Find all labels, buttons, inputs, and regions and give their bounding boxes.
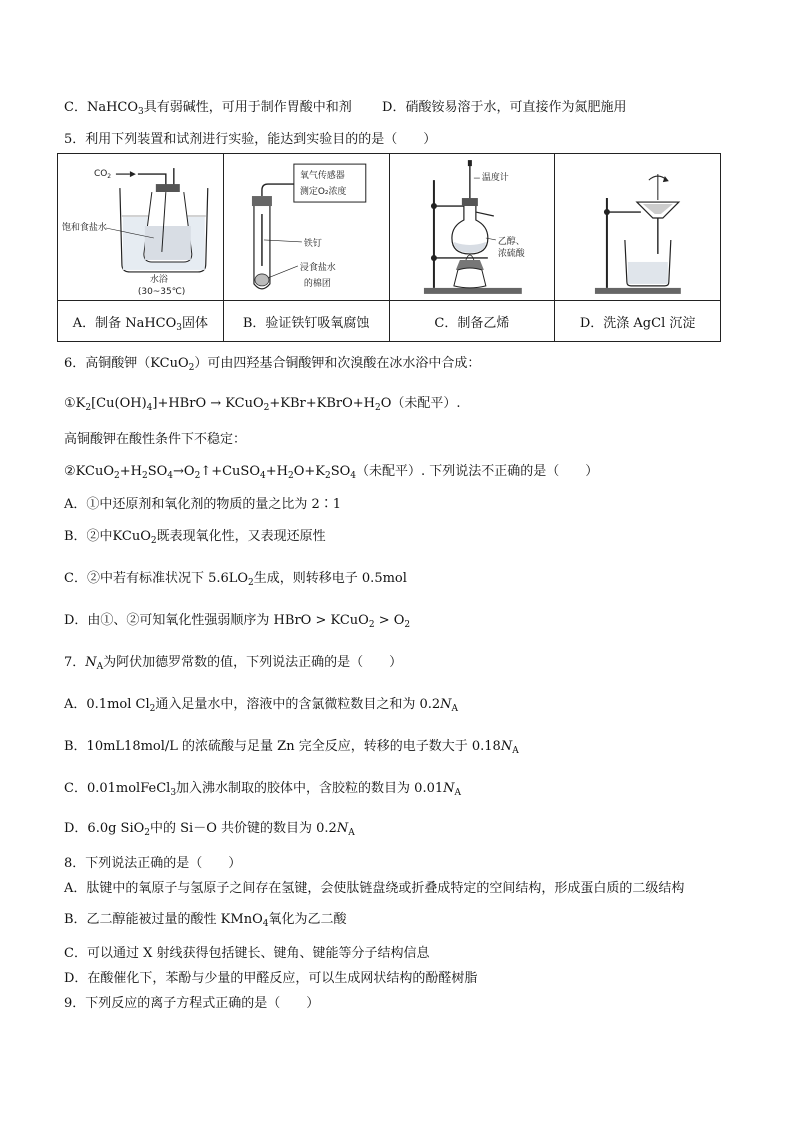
caption-b: B．验证铁钉吸氧腐蚀: [223, 301, 389, 342]
q9-stem: 9．下列反应的离子方程式正确的是（ ）: [64, 996, 320, 1011]
q6-stem: 6．高铜酸钾（KCuO$_2$）可由四羟基合铜酸钾和次溴酸在冰水浴中合成：: [64, 356, 481, 373]
q7-option-d: D．6.0g SiO$_2$中的 Si－O 共价键的数目为 $0.2N_A$: [64, 821, 355, 838]
q5-stem: 5．利用下列装置和试剂进行实验，能达到实验目的的是（ ）: [64, 132, 437, 147]
fig-b-sensor-label-1: 氧气传感器: [299, 171, 345, 182]
figure-a-cell: [58, 154, 224, 301]
fig-b-sensor-label-2: 测定O₂浓度: [299, 187, 347, 198]
fig-a-bath-label: 水浴: [149, 274, 168, 285]
q8-option-a: A．肽键中的氧原子与氢原子之间存在氢键，会使肽链盘绕或折叠成特定的空间结构，形成蛋白质的二级结构: [64, 881, 685, 896]
q4-options-cd: [64, 99, 626, 117]
figure-d-cell: [555, 154, 721, 301]
q8-option-b: B．乙二醇能被过量的酸性 KMnO$_4$氧化为乙二酸: [64, 912, 347, 929]
fig-b-cotton-label-2: 的棉团: [303, 278, 331, 289]
figure-d-funnel-diagram: [555, 154, 720, 300]
fig-a-temp-label: (30~35℃): [137, 286, 186, 297]
fig-b-cotton-label-1: 浸食盐水: [299, 262, 336, 273]
q6-option-b: B．②中KCuO$_2$既表现氧化性，又表现还原性: [64, 529, 326, 546]
fig-b-nail-label: 铁钉: [303, 238, 322, 249]
figure-a-beaker-diagram: [58, 154, 223, 300]
caption-d: D．洗涤 AgCl 沉淀: [555, 301, 721, 342]
figure-b-cell: [223, 154, 389, 301]
q8-stem: 8．下列说法正确的是（ ）: [64, 856, 242, 871]
figure-c-flask-diagram: [390, 154, 555, 300]
q5-apparatus-table: [57, 153, 721, 342]
q7-option-b: B．10mL18mol/L 的浓硫酸与足量 Zn 完全反应，转移的电子数大于 $0.18N_A$: [64, 739, 519, 756]
figure-c-cell: [389, 154, 555, 301]
q6-equation-2: $②KCuO_2+H_2SO_4\to O_2↑+CuSO_4+H_2O+K_2SO_4$（未配平）. 下列说法不正确的是（ ）: [64, 464, 599, 481]
fig-c-reagent-label-2: 浓硫酸: [497, 248, 525, 259]
q7-stem: 7．$N_A$为阿伏加德罗常数的值，下列说法正确的是（ ）: [64, 655, 403, 672]
figure-b-test-tube-diagram: [224, 154, 389, 300]
q8-option-c: C．可以通过 X 射线获得包括键长、键角、键能等分子结构信息: [64, 946, 430, 961]
fig-c-reagent-label-1: 乙醇、: [497, 236, 525, 247]
q6-option-d: D．由①、②可知氧化性强弱顺序为 HBrO > KCuO$_2$ > $O_2$: [64, 613, 411, 630]
q7-option-a: A．0.1mol $Cl_2$通入足量水中，溶液中的含氯微粒数目之和为 $0.2N_A$: [64, 697, 459, 714]
q4-option-d: D．硝酸铵易溶于水，可直接作为氮肥施用: [382, 100, 627, 115]
caption-c: C．制备乙烯: [389, 301, 555, 342]
q4-option-c: C．NaHCO$_3$具有弱碱性，可用于制作胃酸中和剂: [64, 100, 352, 117]
caption-a: A．制备 NaHCO$_3$固体: [58, 301, 224, 342]
fig-c-thermometer-label: 温度计: [481, 173, 509, 184]
q8-option-d: D．在酸催化下，苯酚与少量的甲醛反应，可以生成网状结构的酚醛树脂: [64, 971, 478, 986]
q7-option-c: C．0.01molFeCl$_3$加入沸水制取的胶体中，含胶粒的数目为 $0.01N_A$: [64, 781, 461, 798]
fig-a-liquid-label: 饱和食盐水: [61, 222, 107, 233]
q6-note: 高铜酸钾在酸性条件下不稳定：: [64, 432, 247, 447]
q6-option-a: A．①中还原剂和氧化剂的物质的量之比为 2∶1: [64, 497, 342, 512]
q6-equation-1: $①K_2[Cu(OH)_4]+HBrO$ → $KCuO_2+KBr+KBrO+H_2O$（未配平）.: [64, 396, 461, 413]
q6-option-c: C．②中若有标准状况下 $5.6LO_2$生成，则转移电子 0.5mol: [64, 571, 407, 588]
fig-a-co2-label: $CO_2$: [93, 169, 112, 181]
